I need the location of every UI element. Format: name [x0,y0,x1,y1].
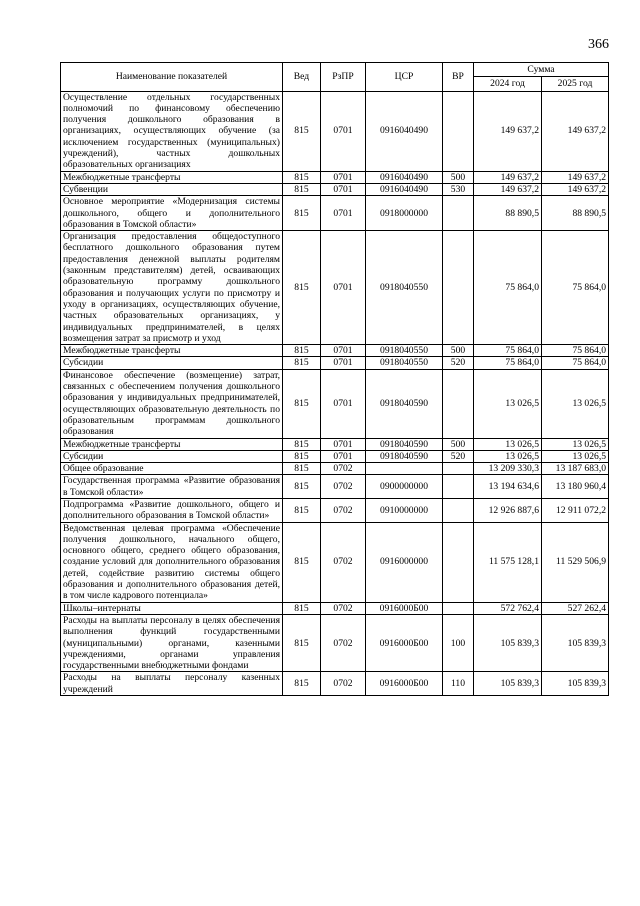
table-row [61,672,609,696]
cell-csr: 0900000000 [366,475,443,499]
cell-vr [443,498,474,522]
cell-csr: 0916040490 [366,171,443,183]
cell-name: Ведомственная целевая программа «Обеспечение получения дошкольного, начального общего, основного общего, среднего общего образования, создание условий для дополнительного образования детей, содействие развитию системы общего образования и дополнительного образования детей, в том числе кадрового потенциала» [61,522,283,602]
cell-name: Межбюджетные трансферты [61,171,283,183]
cell-name: Общее образование [61,463,283,475]
cell-ved: 815 [283,522,321,602]
cell-y2024: 88 890,5 [474,196,542,231]
cell-ved: 815 [283,183,321,195]
cell-rzpr: 0702 [321,463,366,475]
cell-y2025: 75 864,0 [542,231,609,345]
cell-csr: 0918040550 [366,345,443,357]
cell-rzpr: 0701 [321,196,366,231]
cell-vr [443,602,474,614]
header-2025: 2025 год [542,77,609,91]
cell-ved: 815 [283,91,321,171]
cell-ved: 815 [283,463,321,475]
cell-rzpr: 0702 [321,672,366,696]
cell-vr: 500 [443,438,474,450]
cell-y2024: 105 839,3 [474,614,542,671]
cell-y2024: 13 026,5 [474,438,542,450]
cell-csr [366,463,443,475]
cell-rzpr: 0702 [321,498,366,522]
cell-y2025: 13 026,5 [542,369,609,438]
cell-name: Осуществление отдельных государственных полномочий по финансовому обеспечению получения дошкольного образования в организациях, осуществляющих обучение (за исключением государственных (муниципальных) учреждений), частных дошкольных образовательных организациях [61,91,283,171]
cell-name: Расходы на выплаты персоналу в целях обеспечения выполнения функций государственными (муниципальными) органами, казенными учреждениями, органами управления государственными внебюджетными фондами [61,614,283,671]
cell-y2025: 75 864,0 [542,345,609,357]
table-row [61,91,609,171]
table-row [61,450,609,462]
cell-csr: 0910000000 [366,498,443,522]
table-row [61,183,609,195]
cell-vr: 520 [443,450,474,462]
table-header [61,63,609,92]
cell-y2025: 527 262,4 [542,602,609,614]
cell-y2025: 13 187 683,0 [542,463,609,475]
cell-y2024: 11 575 128,1 [474,522,542,602]
table-row [61,522,609,602]
cell-csr: 0918040550 [366,231,443,345]
cell-vr [443,475,474,499]
cell-name: Государственная программа «Развитие образования в Томской области» [61,475,283,499]
cell-ved: 815 [283,438,321,450]
cell-y2025: 149 637,2 [542,171,609,183]
cell-y2024: 75 864,0 [474,231,542,345]
cell-vr: 520 [443,357,474,369]
cell-rzpr: 0702 [321,614,366,671]
cell-vr [443,231,474,345]
cell-y2024: 75 864,0 [474,345,542,357]
cell-y2025: 105 839,3 [542,672,609,696]
table-row [61,171,609,183]
table-row [61,231,609,345]
cell-rzpr: 0702 [321,522,366,602]
cell-vr: 530 [443,183,474,195]
cell-name: Межбюджетные трансферты [61,438,283,450]
cell-ved: 815 [283,345,321,357]
table-row [61,463,609,475]
cell-rzpr: 0702 [321,475,366,499]
cell-ved: 815 [283,369,321,438]
cell-vr [443,369,474,438]
header-2024: 2024 год [474,77,542,91]
cell-name: Финансовое обеспечение (возмещение) затрат, связанных с обеспечением получения дошкольного образования у индивидуальных предпринимателей, осуществляющих образовательную деятельность по образовательным программам дошкольного образования [61,369,283,438]
cell-name: Школы–интернаты [61,602,283,614]
cell-y2024: 13 026,5 [474,450,542,462]
header-rzpr: РзПР [321,63,366,92]
cell-y2025: 149 637,2 [542,183,609,195]
cell-ved: 815 [283,602,321,614]
cell-vr: 100 [443,614,474,671]
cell-y2025: 12 911 072,2 [542,498,609,522]
cell-csr: 0916000Б00 [366,672,443,696]
cell-y2025: 13 180 960,4 [542,475,609,499]
cell-csr: 0916040490 [366,183,443,195]
cell-rzpr: 0701 [321,357,366,369]
cell-csr: 0916040490 [366,91,443,171]
cell-rzpr: 0701 [321,171,366,183]
cell-y2025: 149 637,2 [542,91,609,171]
cell-csr: 0916000Б00 [366,602,443,614]
cell-ved: 815 [283,498,321,522]
cell-y2024: 75 864,0 [474,357,542,369]
cell-y2024: 12 926 887,6 [474,498,542,522]
cell-ved: 815 [283,450,321,462]
cell-y2024: 572 762,4 [474,602,542,614]
cell-ved: 815 [283,357,321,369]
cell-name: Субвенции [61,183,283,195]
cell-rzpr: 0701 [321,231,366,345]
cell-csr: 0916000Б00 [366,614,443,671]
cell-y2025: 13 026,5 [542,438,609,450]
cell-name: Основное мероприятие «Модернизация системы дошкольного, общего и дополнительного образования в Томской области» [61,196,283,231]
cell-y2024: 105 839,3 [474,672,542,696]
table-row [61,196,609,231]
cell-rzpr: 0701 [321,450,366,462]
cell-y2025: 13 026,5 [542,450,609,462]
cell-ved: 815 [283,196,321,231]
cell-ved: 815 [283,231,321,345]
cell-rzpr: 0701 [321,345,366,357]
cell-ved: 815 [283,672,321,696]
header-sum: Сумма [474,63,609,77]
table-row [61,369,609,438]
header-csr: ЦСР [366,63,443,92]
cell-vr: 500 [443,171,474,183]
cell-csr: 0918000000 [366,196,443,231]
cell-rzpr: 0701 [321,91,366,171]
cell-y2024: 149 637,2 [474,183,542,195]
cell-vr: 110 [443,672,474,696]
cell-y2025: 105 839,3 [542,614,609,671]
cell-y2024: 13 194 634,6 [474,475,542,499]
budget-table [60,62,609,696]
cell-y2024: 13 026,5 [474,369,542,438]
table-row [61,345,609,357]
header-vr: ВР [443,63,474,92]
cell-ved: 815 [283,171,321,183]
cell-ved: 815 [283,475,321,499]
cell-name: Организация предоставления общедоступного бесплатного дошкольного образования путем предоставления денежной выплаты родителям (законным представителям) детей, осваивающих образовательную программу дошкольного образования и получающих услуги по присмотру и уходу в организациях, осуществляющих обучение, частных образовательных организациях, у индивидуальных предпринимателей, в целях возмещения затрат за присмотр и уход [61,231,283,345]
table-row [61,498,609,522]
cell-vr [443,91,474,171]
cell-y2024: 149 637,2 [474,171,542,183]
cell-y2025: 75 864,0 [542,357,609,369]
table-row [61,438,609,450]
cell-csr: 0918040590 [366,369,443,438]
cell-vr [443,522,474,602]
cell-rzpr: 0702 [321,602,366,614]
cell-csr: 0918040550 [366,357,443,369]
cell-y2024: 13 209 330,3 [474,463,542,475]
table-row [61,614,609,671]
table-row [61,357,609,369]
header-name: Наименование показателей [61,63,283,92]
header-ved: Вед [283,63,321,92]
cell-vr: 500 [443,345,474,357]
cell-name: Расходы на выплаты персоналу казенных учреждений [61,672,283,696]
table-row [61,475,609,499]
cell-vr [443,196,474,231]
cell-y2025: 11 529 506,9 [542,522,609,602]
cell-rzpr: 0701 [321,183,366,195]
table-body [61,91,609,695]
cell-rzpr: 0701 [321,438,366,450]
page-number: 366 [588,37,609,52]
cell-rzpr: 0701 [321,369,366,438]
cell-name: Субсидии [61,357,283,369]
cell-y2025: 88 890,5 [542,196,609,231]
table-row [61,602,609,614]
cell-csr: 0916000000 [366,522,443,602]
cell-csr: 0918040590 [366,438,443,450]
cell-y2024: 149 637,2 [474,91,542,171]
cell-name: Подпрограмма «Развитие дошкольного, общего и дополнительного образования в Томской области» [61,498,283,522]
cell-name: Межбюджетные трансферты [61,345,283,357]
cell-csr: 0918040590 [366,450,443,462]
cell-name: Субсидии [61,450,283,462]
cell-ved: 815 [283,614,321,671]
cell-vr [443,463,474,475]
